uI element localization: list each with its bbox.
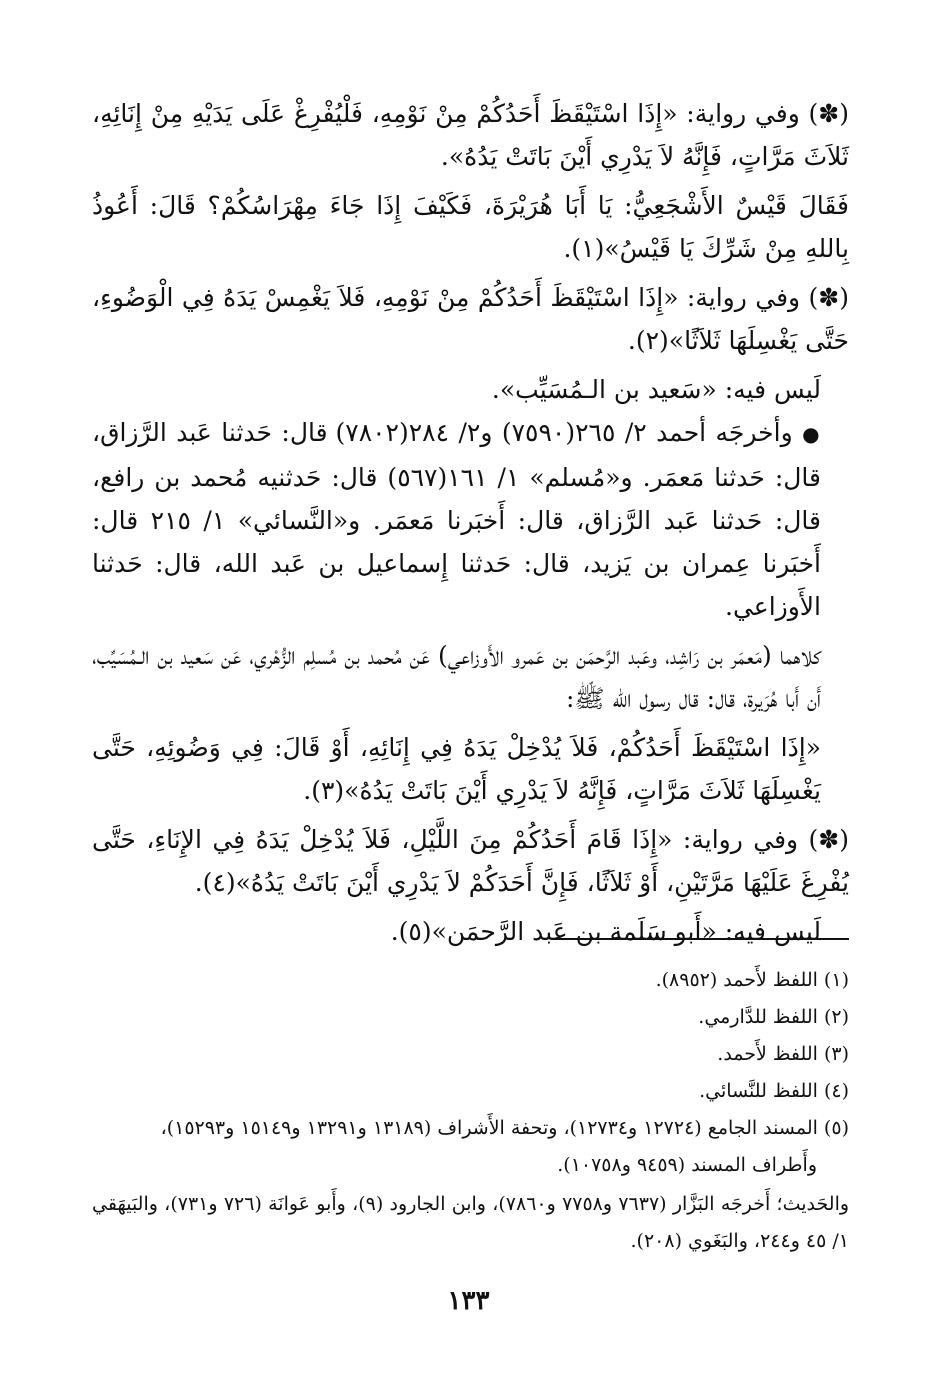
paragraph-riwaya-3: (✽) وفي رواية: «إِذَا قَامَ أَحَدُكُمْ مِنَ اللَّيْلِ، فَلاَ يُدْخِلْ يَدَهُ فِي الإِنَاءِ، حَتَّى يُفْرِغَ عَلَيْهَا مَرَّتَيْنِ، أَوْ ثَلاَثًا، فَإِنَّ أَحَدَكُمْ لاَ يَدْرِي أَيْنَ بَاتَتْ يَدُهُ»(٤).: [92, 825, 849, 897]
footnote-separator: [553, 938, 849, 940]
footnote-3: (٣) اللفظ لأَحمد.: [717, 1043, 849, 1065]
main-text: [92, 92, 849, 953]
paragraph-note-abusalama: لَيس فيه: «أَبو سَلَمة بن عَبد الرَّحمَن»(٥).: [390, 917, 821, 946]
footnote-5: (٥) المسند الجامع (١٢٧٢٤ و١٢٧٣٤)، وتحفة الأَشراف (١٣١٨٩ و١٣٢٩١ و١٥١٤٩ و١٥٢٩٣)،: [160, 1117, 849, 1139]
paragraph-takhrij: [92, 411, 849, 628]
footnotes: [92, 962, 849, 1260]
footnote-1: (١) اللفظ لأَحمد (٨٩٥٢).: [655, 969, 849, 991]
footnote-4: (٤) اللفظ للنَّسائي.: [699, 1080, 849, 1102]
paragraph-takhrij-text: وأخرجَه أحمد ٢/ ٢٦٥(٧٥٩٠) و٢/ ٢٨٤(٧٨٠٢) قال: حَدثنا عَبد الرَّزاق، قال: حَدثنا مَعمَر. و«مُسلم» ١/ ١٦١(٥٦٧) قال: حَدثنيه مُحمد بن رافع، قال: حَدثنا عَبد الرَّزاق، قال: أَخبَرنا مَعمَر. و«النَّسائي» ١/ ٢١٥ قال: أَخبَرنا عِمران بن يَزيد، قال: حَدثنا إِسماعيل بن عَبد الله، قال: حَدثنا الأَوزاعي.: [92, 418, 821, 621]
page-number: ١٣٣: [447, 1286, 490, 1316]
paragraph-hadith-text: «إِذَا اسْتَيْقَظَ أَحَدُكُمْ، فَلاَ يُدْخِلْ يَدَهُ فِي إِنَائِهِ، أَوْ قَالَ: فِي وَضُوئِهِ، حَتَّى يَغْسِلَهَا ثَلاَثَ مَرَّاتٍ، فَإِنَّهُ لاَ يَدْرِي أَيْنَ بَاتَتْ يَدُهُ»(٣).: [92, 733, 821, 805]
footnote-2: (٢) اللفظ للدَّارمي.: [698, 1006, 849, 1028]
footnote-hadith-sources: والحَديث؛ أَخرجَه البَزَّار (٧٦٣٧ و٧٧٥٨ و٧٨٦٠)، وابن الجارود (٩)، وأَبو عَوانَة (٧٢٦ و٧٣١)، والبَيهَقي ١/ ٤٥ و٢٤٤، والبَغَوي (٢٠٨).: [92, 1193, 850, 1252]
footnote-5-continuation: وأَطراف المسند (٩٤٥٩ و١٠٧٥٨).: [557, 1154, 817, 1176]
paragraph-qays-question: فَقَالَ قَيْسٌ الأَشْجَعِيُّ: يَا أَبَا هُرَيْرَةَ، فَكَيْفَ إِذَا جَاءَ مِهْرَاسُكُمْ؟ قَالَ: أَعُوذُ بِاللهِ مِنْ شَرِّكَ يَا قَيْسُ»(١).: [92, 191, 849, 263]
paragraph-riwaya-2: (✽) وفي رواية: «إِذَا اسْتَيْقَظَ أَحَدُكُمْ مِنْ نَوْمِهِ، فَلاَ يَغْمِسْ يَدَهُ فِي الْوَضُوءِ، حَتَّى يَغْسِلَهَا ثَلاَثًا»(٢).: [92, 283, 849, 355]
paragraph-riwaya-1: (✽) وفي رواية: «إِذَا اسْتَيْقَظَ أَحَدُكُمْ مِنْ نَوْمِهِ، فَلْيُفْرِغْ عَلَى يَدَيْهِ مِنْ إِنَائِهِ، ثَلاَثَ مَرَّاتٍ، فَإِنَّهُ لاَ يَدْرِي أَيْنَ بَاتَتْ يَدُهُ».: [92, 99, 849, 171]
paragraph-note-said: لَيس فيه: «سَعيد بن الـمُسَيِّب».: [491, 375, 821, 404]
paragraph-isnad: كلاهما (مَعمَر بن رَاشِد، وعَبد الرَّحمَن بن عَمرو الأَوزاعي) عَن مُحمد بن مُسلِم الزُّهْري، عَن سَعيد بن الـمُسَيِّب، أَن أَبا هُرَيرة، قال: قال رسول الله ﷺ:: [92, 641, 821, 713]
bullet-icon: ●: [802, 422, 822, 446]
